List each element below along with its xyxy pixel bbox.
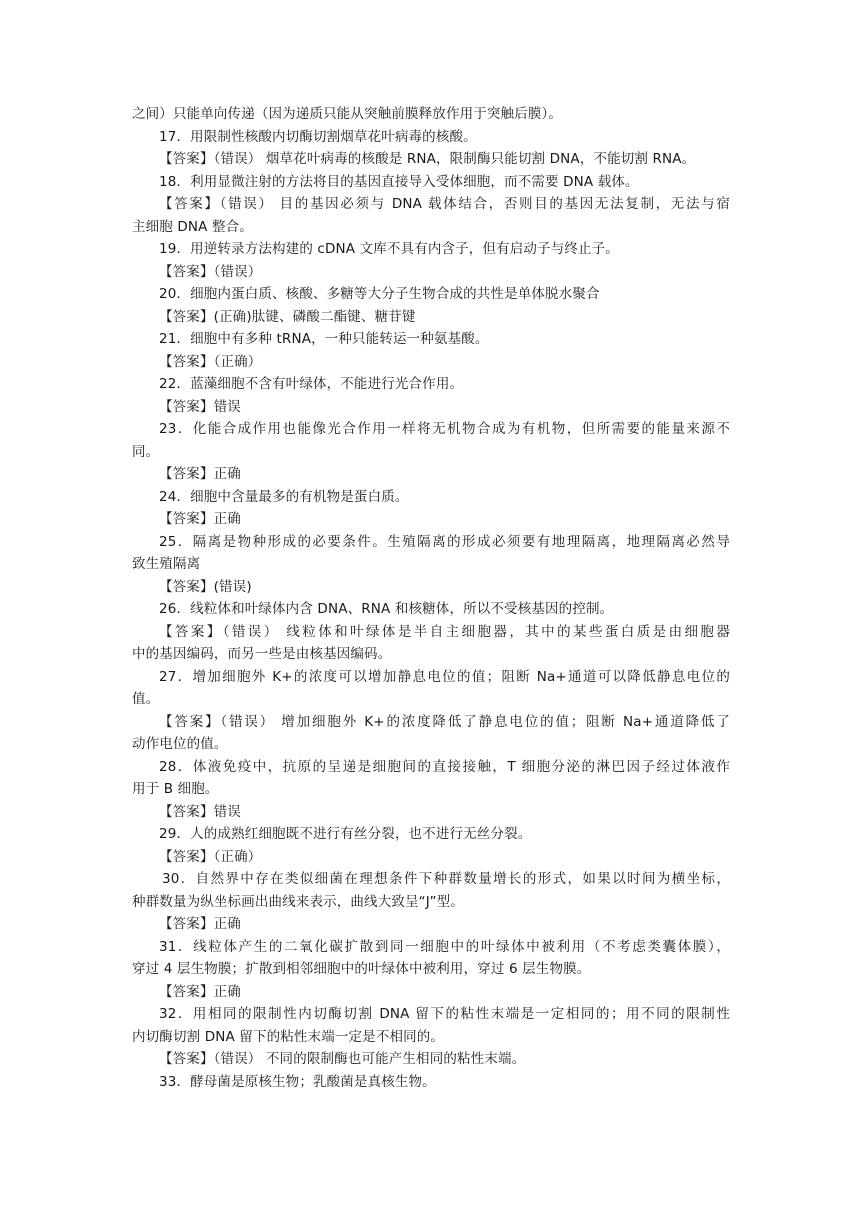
text-line: 种群数量为纵坐标画出曲线来表示，曲线大致呈“J”型。 (132, 893, 464, 910)
text-line: 22．蓝藻细胞不含有叶绿体，不能进行光合作用。 (159, 376, 464, 392)
document-body (132, 103, 730, 1093)
text-line: 【答案】正确 (159, 916, 241, 932)
text-line: 动作电位的值。 (132, 736, 228, 752)
text-line: 【答案】错误 (159, 803, 241, 820)
text-line: 19．用逆转录方法构建的 cDNA 文库不具有内含子，但有启动子与终止子。 (159, 241, 619, 257)
text-line: 【答案】正确 (159, 983, 241, 1000)
text-line: 【答案】(错误) (159, 578, 252, 595)
text-line: 21．细胞中有多种 tRNA，一种只能转运一种氨基酸。 (159, 331, 489, 347)
text-line: 【答案】（错误） 不同的限制酶也可能产生相同的粘性末端。 (159, 1051, 526, 1067)
text-line: 28．体液免疫中，抗原的呈递是细胞间的直接接触，T 细胞分泌的淋巴因子经过体液作 (159, 758, 730, 775)
text-line: 33．酵母菌是原核生物；乳酸菌是真核生物。 (159, 1073, 436, 1090)
text-line: 23．化能合成作用也能像光合作用一样将无机物合成为有机物，但所需要的能量来源不 (159, 421, 730, 437)
text-line: 20．细胞内蛋白质、核酸、多糖等大分子生物合成的共性是单体脱水聚合 (159, 286, 600, 302)
text-line: 【答案】（正确） (159, 353, 262, 370)
text-line: 31．线粒体产生的二氧化碳扩散到同一细胞中的叶绿体中被利用（不考虑类囊体膜）， (159, 938, 730, 955)
text-line: 用于 B 细胞。 (132, 781, 219, 797)
text-line: 【答案】（错误） (159, 263, 262, 280)
text-line: 17．用限制性核酸内切酶切割烟草花叶病毒的核酸。 (159, 128, 477, 145)
text-line: 之间）只能单向传递（因为递质只能从突触前膜释放作用于突触后膜）。 (132, 106, 563, 122)
text-line: 32．用相同的限制性内切酶切割 DNA 留下的粘性末端是一定相同的；用不同的限制性 (159, 1006, 730, 1022)
text-line: 同。 (132, 443, 160, 460)
text-line: 【答案】（错误） 目的基因必须与 DNA 载体结合，否则目的基因无法复制，无法与宿 (159, 196, 730, 212)
text-line: 29．人的成熟红细胞既不进行有丝分裂，也不进行无丝分裂。 (159, 826, 532, 842)
text-line: 主细胞 DNA 整合。 (132, 218, 253, 235)
text-line: 18．利用显微注射的方法将目的基因直接导入受体细胞，而不需要 DNA 载体。 (159, 173, 639, 190)
text-line: 【答案】正确 (159, 466, 241, 482)
text-line: 26．线粒体和叶绿体内含 DNA、RNA 和核糖体，所以不受核基因的控制。 (159, 601, 614, 617)
text-line: 值。 (132, 691, 160, 707)
text-line: 25．隔离是物种形成的必要条件。生殖隔离的形成必须要有地理隔离，地理隔离必然导 (159, 533, 730, 550)
text-line: 27．增加细胞外 K+的浓度可以增加静息电位的值；阻断 Na+通道可以降低静息电位的 (159, 668, 730, 685)
text-line: 【答案】错误 (159, 398, 241, 415)
text-line: 中的基因编码，而另一些是由核基因编码。 (132, 646, 392, 662)
text-line: 【答案】正确 (159, 511, 241, 527)
text-line: 【答案】（错误） 线粒体和叶绿体是半自主细胞器，其中的某些蛋白质是由细胞器 (159, 623, 730, 640)
text-line: 【答案】（正确） (159, 848, 262, 865)
text-line: 【答案】（错误） 增加细胞外 K+的浓度降低了静息电位的值；阻断 Na+通道降低了 (159, 713, 730, 730)
text-line: 【答案】(正确)肽键、磷酸二酯键、糖苷键 (159, 308, 416, 325)
text-line: 内切酶切割 DNA 留下的粘性末端一定是不相同的。 (132, 1028, 445, 1045)
text-line: 致生殖隔离 (132, 556, 201, 572)
text-line: 30．自然界中存在类似细菌在理想条件下种群数量增长的形式，如果以时间为横坐标， (162, 871, 730, 887)
text-line: 穿过 4 层生物膜；扩散到相邻细胞中的叶绿体中被利用，穿过 6 层生物膜。 (132, 961, 591, 977)
text-line: 24．细胞中含量最多的有机物是蛋白质。 (159, 488, 409, 505)
text-line: 【答案】（错误） 烟草花叶病毒的核酸是 RNA，限制酶只能切割 DNA，不能切割 RNA。 (159, 151, 696, 167)
